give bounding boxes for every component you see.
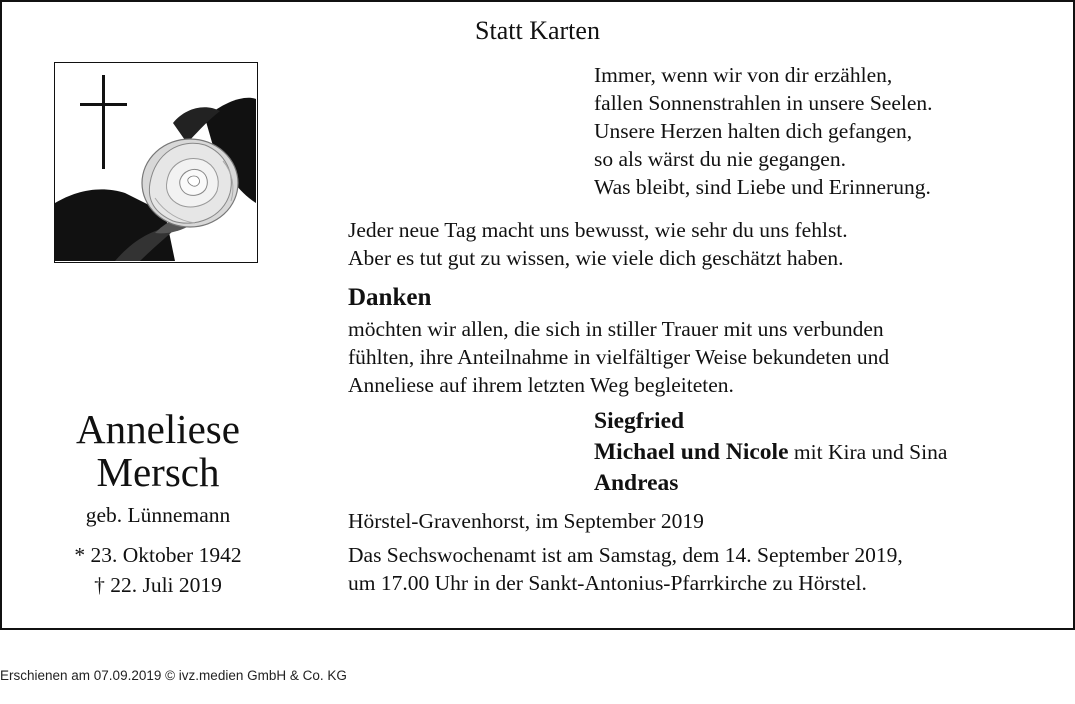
footer-credit: Erschienen am 07.09.2019 © ivz.medien GmbH & Co. KG bbox=[0, 668, 347, 683]
poem-line: so als wärst du nie gegangen. bbox=[594, 147, 846, 171]
thanks-text bbox=[348, 315, 889, 399]
deceased-died: † 22. Juli 2019 bbox=[94, 573, 222, 597]
deceased-maiden-name: geb. Lünnemann bbox=[85, 503, 231, 527]
intro-text bbox=[348, 216, 848, 272]
service-line: um 17.00 Uhr in der Sankt-Antonius-Pfarrkirche zu Hörstel. bbox=[348, 571, 867, 595]
thanks-heading: Danken bbox=[348, 284, 432, 311]
service-info bbox=[348, 541, 903, 597]
deceased-first-name: Anneliese bbox=[76, 406, 240, 452]
poem-line: Unsere Herzen halten dich gefangen, bbox=[594, 119, 913, 143]
place-date: Hörstel-Gravenhorst, im September 2019 bbox=[348, 509, 704, 533]
thanks-line: möchten wir allen, die sich in stiller Trauer mit uns verbunden bbox=[348, 317, 884, 341]
deceased-born: * 23. Oktober 1942 bbox=[74, 543, 242, 567]
service-line: Das Sechswochenamt ist am Samstag, dem 14. September 2019, bbox=[348, 543, 903, 567]
signature-name: Michael und Nicole bbox=[594, 439, 789, 465]
cross-and-rose-icon bbox=[54, 62, 258, 263]
deceased-last-name: Mersch bbox=[96, 449, 220, 495]
intro-line: Jeder neue Tag macht uns bewusst, wie sehr du uns fehlst. bbox=[348, 218, 848, 242]
notice-title: Statt Karten bbox=[475, 16, 600, 45]
signature-name: Siegfried bbox=[594, 408, 685, 434]
signature-suffix: mit Kira und Sina bbox=[788, 440, 948, 464]
poem-line: fallen Sonnenstrahlen in unsere Seelen. bbox=[594, 91, 933, 115]
poem-line: Immer, wenn wir von dir erzählen, bbox=[594, 63, 893, 87]
signature-name: Andreas bbox=[594, 470, 679, 496]
poem bbox=[594, 61, 933, 201]
thanks-line: Anneliese auf ihrem letzten Weg begleiteten. bbox=[348, 373, 734, 397]
intro-line: Aber es tut gut zu wissen, wie viele dich geschätzt haben. bbox=[348, 246, 844, 270]
signatures bbox=[594, 406, 947, 499]
poem-line: Was bleibt, sind Liebe und Erinnerung. bbox=[594, 175, 931, 199]
thanks-line: fühlten, ihre Anteilnahme in vielfältiger Weise bekundeten und bbox=[348, 345, 890, 369]
